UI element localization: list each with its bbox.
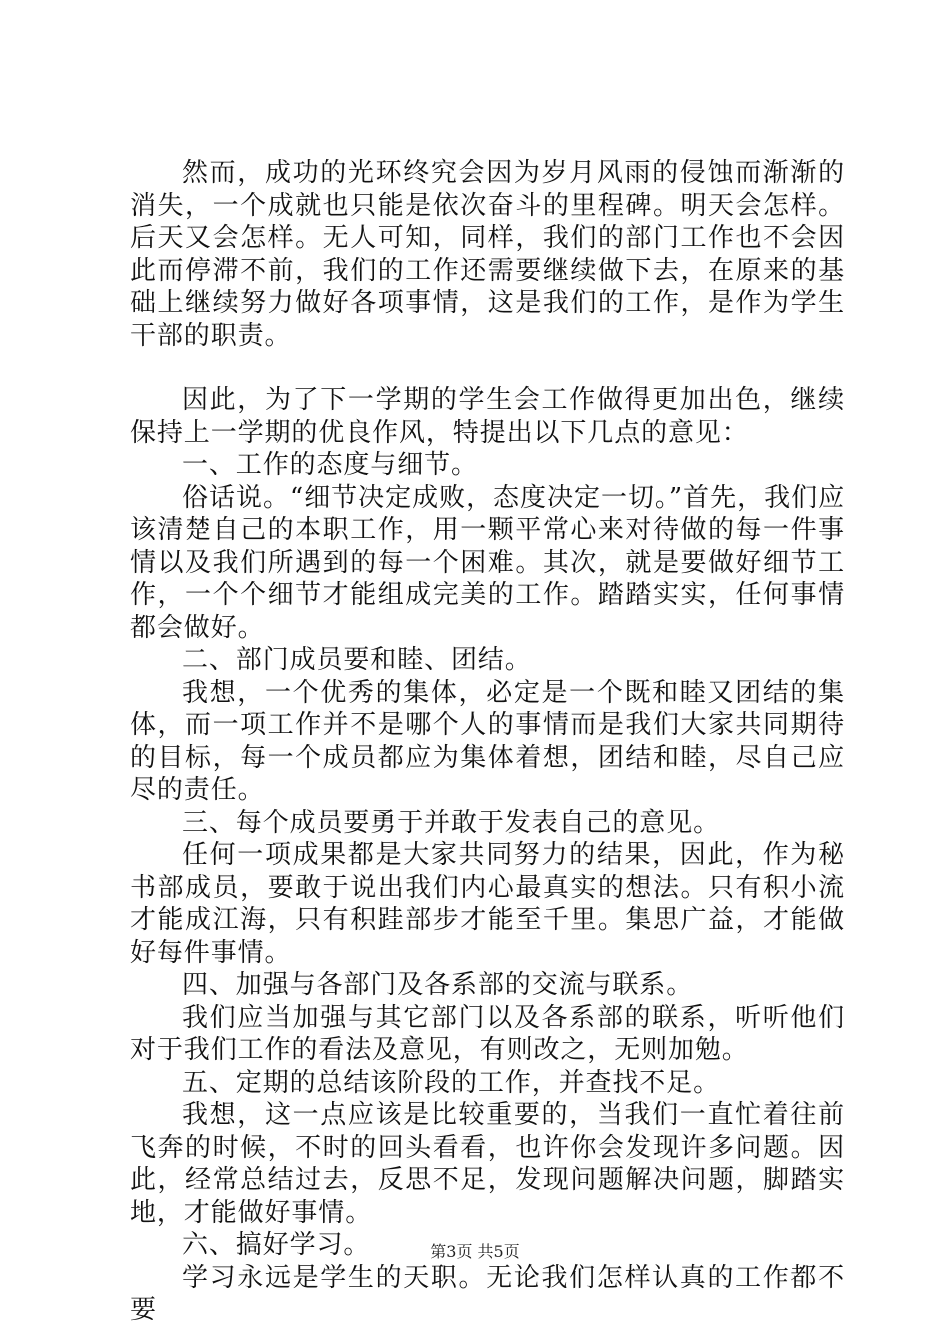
heading-point-4: 四、加强与各部门及各系部的交流与联系。 bbox=[182, 970, 694, 1000]
heading-point-1: 一、工作的态度与细节。 bbox=[182, 450, 478, 480]
paragraph-point-6: 学习永远是学生的天职。无论我们怎样认真的工作都不要 bbox=[130, 1262, 845, 1325]
heading-point-5: 五、定期的总结该阶段的工作，并查找不足。 bbox=[182, 1067, 721, 1098]
page-number-footer: 第3页 共5页 bbox=[430, 1242, 520, 1261]
paragraph-point-5: 我想，这一点应该是比较重要的，当我们一直忙着往前飞奔的时候，不时的回头看看，也许你会发现许多问题。因此，经常总结过去，反思不足，发现问题解决问题，脚踏实地，才能做好事情。 bbox=[130, 1100, 845, 1228]
heading-point-2: 二、部门成员要和睦、团结。 bbox=[182, 645, 532, 675]
paragraph-point-4: 我们应当加强与其它部门以及各系部的联系，听听他们对于我们工作的看法及意见，有则改之，无则加勉。 bbox=[130, 1002, 845, 1065]
paragraph-intro: 然而，成功的光环终究会因为岁月风雨的侵蚀而渐渐的消失，一个成就也只能是依次奋斗的里程碑。明天会怎样。后天又会怎样。无人可知，同样，我们的部门工作也不会因此而停滞不前，我们的工作还需要继续做下去，在原来的基础上继续努力做好各项事情，这是我们的工作，是作为学生干部的职责。 bbox=[130, 158, 845, 351]
paragraph-purpose: 因此，为了下一学期的学生会工作做得更加出色，继续保持上一学期的优良作风，特提出以下几点的意见： bbox=[130, 385, 845, 448]
paragraph-point-3: 任何一项成果都是大家共同努力的结果，因此，作为秘书部成员，要敢于说出我们内心最真实的想法。只有积小流才能成江海，只有积跬部步才能至千里。集思广益，才能做好每件事情。 bbox=[130, 840, 845, 968]
heading-point-3: 三、每个成员要勇于并敢于发表自己的意见。 bbox=[182, 807, 721, 838]
paragraph-point-2: 我想，一个优秀的集体，必定是一个既和睦又团结的集体，而一项工作并不是哪个人的事情而是我们大家共同期待的目标，每一个成员都应为集体着想，团结和睦，尽自己应尽的责任。 bbox=[130, 677, 845, 805]
heading-point-6: 六、搞好学习。 bbox=[182, 1230, 371, 1260]
document-body bbox=[130, 157, 845, 1327]
paragraph-point-1: 俗话说。“细节决定成败，态度决定一切。”首先，我们应该清楚自己的本职工作，用一颗平常心来对待做的每一件事情以及我们所遇到的每一个困难。其次，就是要做好细节工作，一个个细节才能组成完美的工作。踏踏实实，任何事情都会做好。 bbox=[130, 482, 845, 643]
